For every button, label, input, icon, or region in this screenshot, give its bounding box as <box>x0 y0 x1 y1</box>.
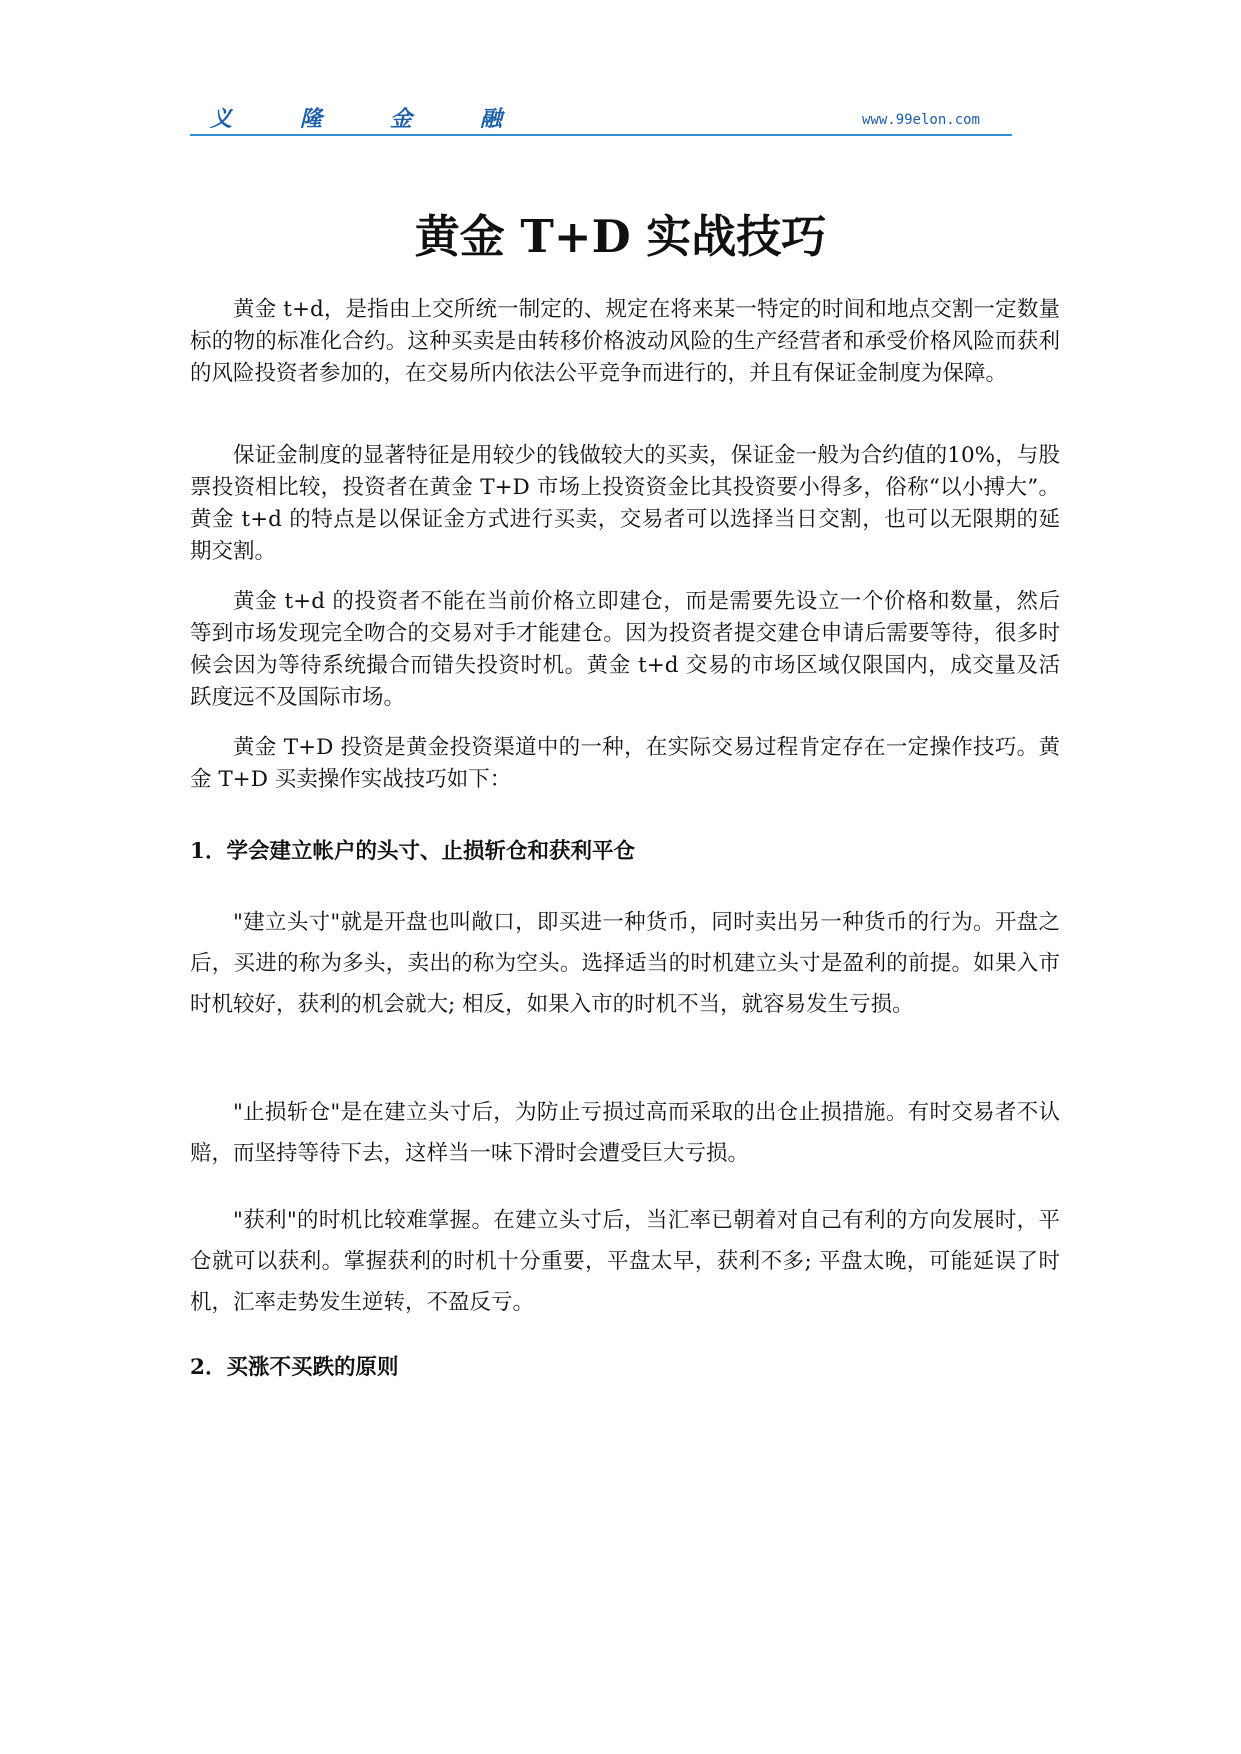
paragraph: 保证金制度的显著特征是用较少的钱做较大的买卖，保证金一般为合约值的10%，与股票投资相比较，投资者在黄金 T+D 市场上投资资金比其投资要小得多，俗称“以小搏大”。黄金 t+d 的特点是以保证金方式进行买卖，交易者可以选择当日交割，也可以无限期的延期交割。 <box>190 443 1060 564</box>
paragraph: "建立头寸"就是开盘也叫敞口，即买进一种货币，同时卖出另一种货币的行为。开盘之后，买进的称为多头，卖出的称为空头。选择适当的时机建立头寸是盈利的前提。如果入市时机较好，获利的机会就大; 相反，如果入市的时机不当，就容易发生亏损。 <box>190 910 1060 1017</box>
document-title: 黄金 T+D 实战技巧 <box>414 210 827 263</box>
paragraph: 黄金 T+D 投资是黄金投资渠道中的一种，在实际交易过程肯定存在一定操作技巧。黄金 T+D 买卖操作实战技巧如下： <box>190 735 1060 792</box>
brand-char: 隆 <box>300 107 323 132</box>
section-heading: 1．学会建立帐户的头寸、止损斩仓和获利平仓 <box>190 839 635 864</box>
paragraph: "止损斩仓"是在建立头寸后，为防止亏损过高而采取的出仓止损措施。有时交易者不认赔，而坚持等待下去，这样当一味下滑时会遭受巨大亏损。 <box>190 1100 1060 1166</box>
brand-char: 金 <box>390 107 413 132</box>
section-heading: 2．买涨不买跌的原则 <box>190 1355 399 1380</box>
site-url: www.99elon.com <box>861 112 980 128</box>
paragraph: "获利"的时机比较难掌握。在建立头寸后，当汇率已朝着对自己有利的方向发展时，平仓就可以获利。掌握获利的时机十分重要，平盘太早，获利不多; 平盘太晚，可能延误了时机，汇率走势发生逆转，不盈反亏。 <box>190 1208 1060 1315</box>
paragraph: 黄金 t+d 的投资者不能在当前价格立即建仓，而是需要先设立一个价格和数量，然后等到市场发现完全吻合的交易对手才能建仓。因为投资者提交建仓申请后需要等待，很多时候会因为等待系统撮合而错失投资时机。黄金 t+d 交易的市场区域仅限国内，成交量及活跃度远不及国际市场。 <box>190 589 1060 710</box>
page-header <box>190 104 1012 136</box>
brand-char: 融 <box>480 107 503 132</box>
brand-logo <box>210 102 570 133</box>
paragraph: 黄金 t+d，是指由上交所统一制定的、规定在将来某一特定的时间和地点交割一定数量标的物的标准化合约。这种买卖是由转移价格波动风险的生产经营者和承受价格风险而获利的风险投资者参加的，在交易所内依法公平竞争而进行的，并且有保证金制度为保障。 <box>190 297 1060 386</box>
brand-char: 义 <box>210 107 233 132</box>
